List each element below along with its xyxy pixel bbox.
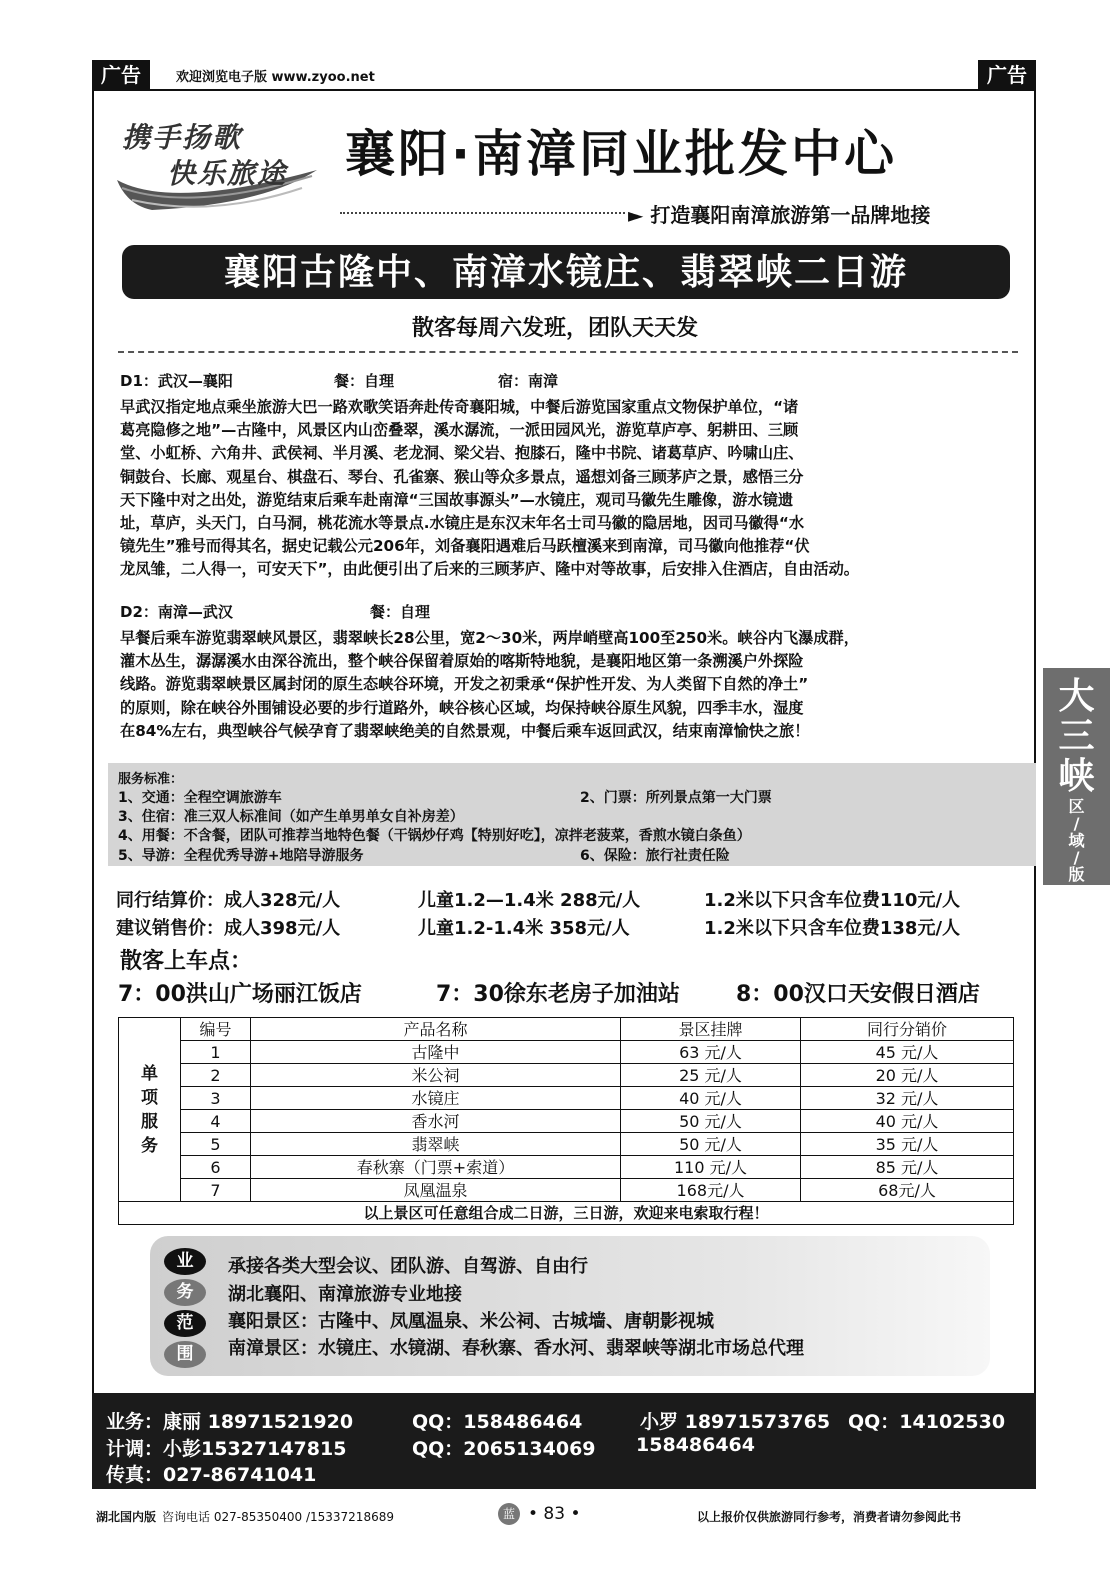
trade-below-price: 1.2米以下只含车位费110元/人 <box>704 890 961 911</box>
cell-trade-price: 85 元/人 <box>801 1156 1014 1179</box>
table-row <box>119 1087 1014 1110</box>
region-side-tab <box>1043 668 1110 885</box>
contact-qq: QQ：158486464 <box>412 1411 583 1433</box>
col-header: 产品名称 <box>251 1018 621 1041</box>
seal-icon: 蓝 <box>498 1503 520 1525</box>
pickup-point: 8：00汉口天安假日酒店 <box>736 982 980 1007</box>
business-line: 承接各类大型会议、团队游、自驾游、自由行 <box>228 1256 588 1277</box>
side-tab-char: 峡 <box>1058 755 1095 797</box>
cell-list-price: 168元/人 <box>621 1179 801 1202</box>
table-note-row <box>119 1202 1014 1225</box>
service-title: 服务标准： <box>118 772 184 787</box>
cell-list-price: 63 元/人 <box>621 1041 801 1064</box>
cell-no: 3 <box>181 1087 251 1110</box>
day1-stay: 宿：南漳 <box>498 372 559 390</box>
col-header: 景区挂牌 <box>621 1018 801 1041</box>
day1-meal: 餐：自理 <box>334 372 395 390</box>
business-badge: 业 <box>164 1248 206 1275</box>
tour-banner: 襄阳古隆中、南漳水镜庄、翡翠峡二日游 <box>122 245 1010 299</box>
contact-sales2: 小罗 18971573765 <box>640 1411 831 1433</box>
table-row <box>119 1064 1014 1087</box>
cell-list-price: 40 元/人 <box>621 1087 801 1110</box>
service-item: 2、门票：所列景点第一大门票 <box>580 790 772 806</box>
col-header: 编号 <box>181 1018 251 1041</box>
cell-list-price: 25 元/人 <box>621 1064 801 1087</box>
contact-fax: 传真：027-86741041 <box>106 1464 317 1486</box>
ad-tag-right: 广告 <box>978 60 1036 90</box>
service-item: 6、保险：旅行社责任险 <box>580 848 730 864</box>
dashed-divider <box>118 351 1018 353</box>
service-item: 1、交通：全程空调旅游车 <box>118 790 282 806</box>
business-badge: 围 <box>164 1341 206 1368</box>
side-tab-small: / <box>1073 814 1080 833</box>
table-note: 以上景区可任意组合成二日游，三日游，欢迎来电索取行程！ <box>119 1202 1014 1225</box>
cell-list-price: 50 元/人 <box>621 1133 801 1156</box>
cell-trade-price: 40 元/人 <box>801 1110 1014 1133</box>
welcome-url[interactable]: 欢迎浏览电子版 www.zyoo.net <box>176 70 375 85</box>
page-number <box>498 1503 581 1525</box>
trade-adult-price: 同行结算价：成人328元/人 <box>116 890 341 911</box>
day1-line: 镜先生”雅号而得其名，据史记载公元206年，刘备襄阳遇难后马跃檀溪来到南漳，司马徽向他推荐“伏 <box>120 537 810 556</box>
footer-disclaimer: 以上报价仅供旅游同行参考，消费者请勿参阅此书 <box>697 1510 962 1524</box>
cell-no: 2 <box>181 1064 251 1087</box>
side-tab-small: 域 <box>1068 831 1085 850</box>
day1-line: 早武汉指定地点乘坐旅游大巴一路欢歌笑语奔赴传奇襄阳城，中餐后游览国家重点文物保护单位，“诸 <box>120 398 799 416</box>
retail-child-price: 儿童1.2-1.4米 358元/人 <box>418 918 630 939</box>
side-label-char: 单 <box>141 1063 158 1084</box>
retail-adult-price: 建议销售价：成人398元/人 <box>116 918 341 939</box>
col-header: 同行分销价 <box>801 1018 1014 1041</box>
cell-trade-price: 32 元/人 <box>801 1087 1014 1110</box>
contact-qq2: QQ：14102530 <box>848 1411 1006 1433</box>
side-tab-small: / <box>1073 848 1080 867</box>
contact-operator: 计调：小彭15327147815 <box>106 1438 347 1460</box>
cell-no: 7 <box>181 1179 251 1202</box>
pickup-point: 7：00洪山广场丽江饭店 <box>118 982 362 1007</box>
day2-line: 在84%左右，典型峡谷气候孕育了翡翠峡绝美的自然景观，中餐后乘车返回武汉，结束南漳愉快之旅！ <box>120 721 810 740</box>
cell-trade-price: 20 元/人 <box>801 1064 1014 1087</box>
cell-no: 4 <box>181 1110 251 1133</box>
side-tab-small: 版 <box>1068 865 1085 884</box>
day1-line: 址，草庐，头天门，白马洞，桃花流水等景点.水镜庄是东汉末年名士司马徽的隐居地，因司马徽得“水 <box>120 514 805 533</box>
cell-trade-price: 35 元/人 <box>801 1133 1014 1156</box>
tagline: ► 打造襄阳南漳旅游第一品牌地接 <box>628 203 931 227</box>
day1-description <box>120 396 1020 582</box>
day2-line: 线路。游览翡翠峡景区属封闭的原生态峡谷环境，开发之初秉承“保护性开发、为人类留下自然的净土” <box>120 675 809 694</box>
footer-left <box>96 1508 394 1525</box>
day1-header <box>120 370 558 391</box>
day1-line: 龙凤雏，二人得一，可安天下”，由此便引出了后来的三顾茅庐、隆中对等故事，后安排入住酒店，自由活动。 <box>120 560 859 579</box>
table-row <box>119 1156 1014 1179</box>
cell-product: 凤凰温泉 <box>251 1179 621 1202</box>
cell-no: 6 <box>181 1156 251 1179</box>
business-line: 南漳景区：水镜庄、水镜湖、春秋寨、香水河、翡翠峡等湖北市场总代理 <box>228 1338 804 1359</box>
cell-list-price: 50 元/人 <box>621 1110 801 1133</box>
cell-trade-price: 45 元/人 <box>801 1041 1014 1064</box>
cell-product: 水镜庄 <box>251 1087 621 1110</box>
day2-line: 的原则，除在峡谷外围铺设必要的步行道路外，峡谷核心区域，均保持峡谷原生风貌，四季丰水，湿度 <box>120 698 804 717</box>
logo <box>112 110 327 220</box>
page-number-text: • 83 • <box>528 1504 581 1524</box>
business-badge: 范 <box>164 1310 206 1337</box>
table-row <box>119 1179 1014 1202</box>
footer-edition: 湖北国内版 <box>96 1510 157 1524</box>
cell-product: 米公祠 <box>251 1064 621 1087</box>
cell-product: 古隆中 <box>251 1041 621 1064</box>
side-tab-char: 三 <box>1058 715 1095 757</box>
day2-meal: 餐：自理 <box>370 603 431 621</box>
cell-product: 香水河 <box>251 1110 621 1133</box>
table-row <box>119 1041 1014 1064</box>
page-title: 襄阳·南漳同业批发中心 <box>345 125 897 183</box>
contact-qq4: 158486464 <box>636 1434 755 1456</box>
trade-child-price: 儿童1.2—1.4米 288元/人 <box>418 890 641 911</box>
schedule-note: 散客每周六发班，团队天天发 <box>411 316 698 341</box>
table-side-label <box>119 1018 181 1202</box>
day1-line: 堂、小虹桥、六角井、武侯祠、半月溪、老龙洞、梁父岩、抱膝石，隆中书院、诸葛草庐、吟啸山庄、 <box>120 444 804 463</box>
day1-line: 铜鼓台、长廊、观星台、棋盘石、琴台、孔雀寨、猴山等众多景点，遥想刘备三顾茅庐之景，感悟三分 <box>120 467 804 486</box>
business-line: 湖北襄阳、南漳旅游专业地接 <box>228 1284 462 1305</box>
side-tab-char: 大 <box>1058 675 1095 717</box>
side-label-char: 项 <box>141 1087 158 1108</box>
footer-phone: 咨询电话 027-85350400 /15337218689 <box>162 1510 394 1524</box>
side-tab-small: 区 <box>1068 797 1085 816</box>
day1-route: D1：武汉—襄阳 <box>120 372 233 390</box>
side-label-char: 服 <box>141 1111 158 1132</box>
logo-line1: 携手扬歌 <box>122 121 243 154</box>
contact-qq3: QQ：2065134069 <box>412 1438 596 1460</box>
cell-no: 1 <box>181 1041 251 1064</box>
table-row <box>119 1110 1014 1133</box>
table-header-row <box>119 1018 1014 1041</box>
business-badge: 务 <box>164 1279 206 1306</box>
service-item: 4、用餐：不含餐，团队可推荐当地特色餐（干锅炒仔鸡【特别好吃】，凉拌老菠菜，香煎水镜白条鱼） <box>118 828 751 844</box>
dotted-divider <box>340 212 625 214</box>
cell-product: 翡翠峡 <box>251 1133 621 1156</box>
table-row <box>119 1133 1014 1156</box>
day2-header <box>120 601 430 622</box>
day1-line: 葛亮隐修之地”—古隆中，风景区内山峦叠翠，溪水潺流，一派田园风光，游览草庐亭、躬耕田、三顾 <box>120 421 799 440</box>
day1-line: 天下隆中对之出处，游览结束后乘车赴南漳“三国故事源头”—水镜庄，观司马徽先生雕像，游水镜遗 <box>120 490 794 509</box>
single-item-price-table <box>118 1017 1014 1225</box>
day2-description <box>120 627 1020 743</box>
cell-no: 5 <box>181 1133 251 1156</box>
cell-product: 春秋寨（门票+索道） <box>251 1156 621 1179</box>
service-item: 5、导游：全程优秀导游+地陪导游服务 <box>118 848 364 864</box>
pickup-title: 散客上车点： <box>120 949 253 974</box>
pickup-point: 7：30徐东老房子加油站 <box>436 982 680 1007</box>
service-item: 3、住宿：准三双人标准间（如产生单男单女自补房差） <box>118 809 464 825</box>
logo-line2: 快乐旅途 <box>167 157 288 190</box>
cell-list-price: 110 元/人 <box>621 1156 801 1179</box>
side-label-char: 务 <box>141 1135 158 1156</box>
day2-route: D2：南漳—武汉 <box>120 603 233 621</box>
cell-trade-price: 68元/人 <box>801 1179 1014 1202</box>
contact-sales: 业务：康丽 18971521920 <box>106 1411 354 1433</box>
day2-line: 灌木丛生，潺潺溪水由深谷流出，整个峡谷保留着原始的喀斯特地貌，是襄阳地区第一条溯溪户外探险 <box>120 652 804 671</box>
ad-tag-left: 广告 <box>92 60 150 90</box>
day2-line: 早餐后乘车游览翡翠峡风景区，翡翠峡长28公里，宽2～30米，两岸峭壁高100至250米。峡谷内飞瀑成群， <box>120 629 859 647</box>
business-line: 襄阳景区：古隆中、凤凰温泉、米公祠、古城墙、唐朝影视城 <box>228 1311 714 1332</box>
retail-below-price: 1.2米以下只含车位费138元/人 <box>704 918 961 939</box>
